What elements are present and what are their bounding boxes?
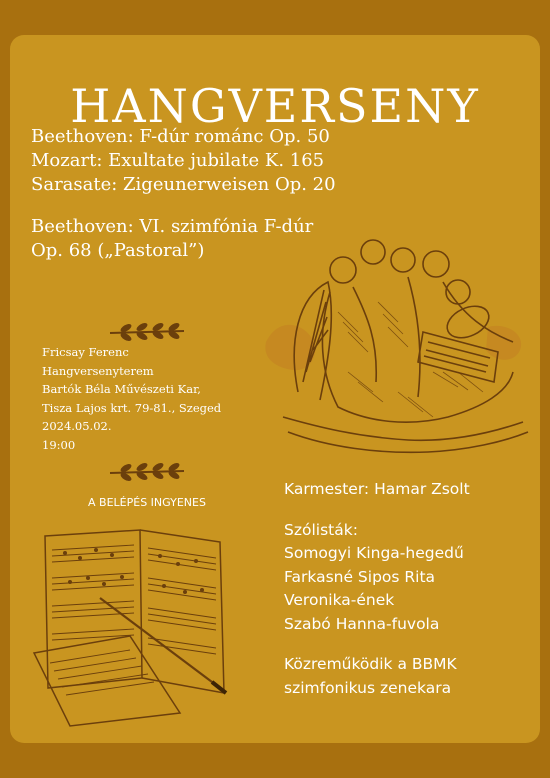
soloist: Szabó Hanna-fuvola: [284, 614, 440, 633]
ensemble: Közreműködik a BBMK: [284, 655, 457, 673]
conductor: Karmester: Hamar Zsolt: [284, 480, 470, 498]
event-date: 2024.05.02.: [42, 419, 112, 433]
soloist: Veronika-ének: [284, 591, 395, 609]
venue-address: Tisza Lajos krt. 79-81., Szeged: [42, 400, 222, 415]
poster-title: HANGVERSENY: [70, 79, 480, 133]
program-item: Sarasate: Zigeunerweisen Op. 20: [31, 174, 336, 195]
venue-faculty: Bartók Béla Művészeti Kar,: [42, 382, 201, 396]
musicians-engraving: [258, 222, 538, 472]
ensemble: szimfonikus zenekara: [284, 678, 452, 697]
venue-info: [42, 343, 221, 454]
program-item: Op. 68 („Pastoral”): [31, 240, 205, 261]
soloists-heading: Szólisták:: [284, 520, 358, 539]
program-item: Beethoven: VI. szimfónia F-dúr: [31, 216, 314, 237]
program-item: Mozart: Exultate jubilate K. 165: [31, 150, 325, 171]
venue-name: Fricsay Ferenc: [42, 345, 129, 359]
laurel-branch-icon: [108, 323, 186, 341]
performers-info: [284, 478, 470, 700]
soloist: Farkasné Sipos Rita: [284, 567, 436, 586]
venue-name: Hangversenyterem: [42, 363, 154, 378]
event-time: 19:00: [42, 437, 76, 452]
program-item: Beethoven: F-dúr románc Op. 50: [31, 126, 330, 147]
free-entry-note: A BELÉPÉS INGYENES: [88, 496, 206, 509]
soloist: Somogyi Kinga-hegedű: [284, 544, 464, 562]
sheet-music-icon: [30, 528, 245, 728]
laurel-branch-icon: [108, 463, 186, 481]
